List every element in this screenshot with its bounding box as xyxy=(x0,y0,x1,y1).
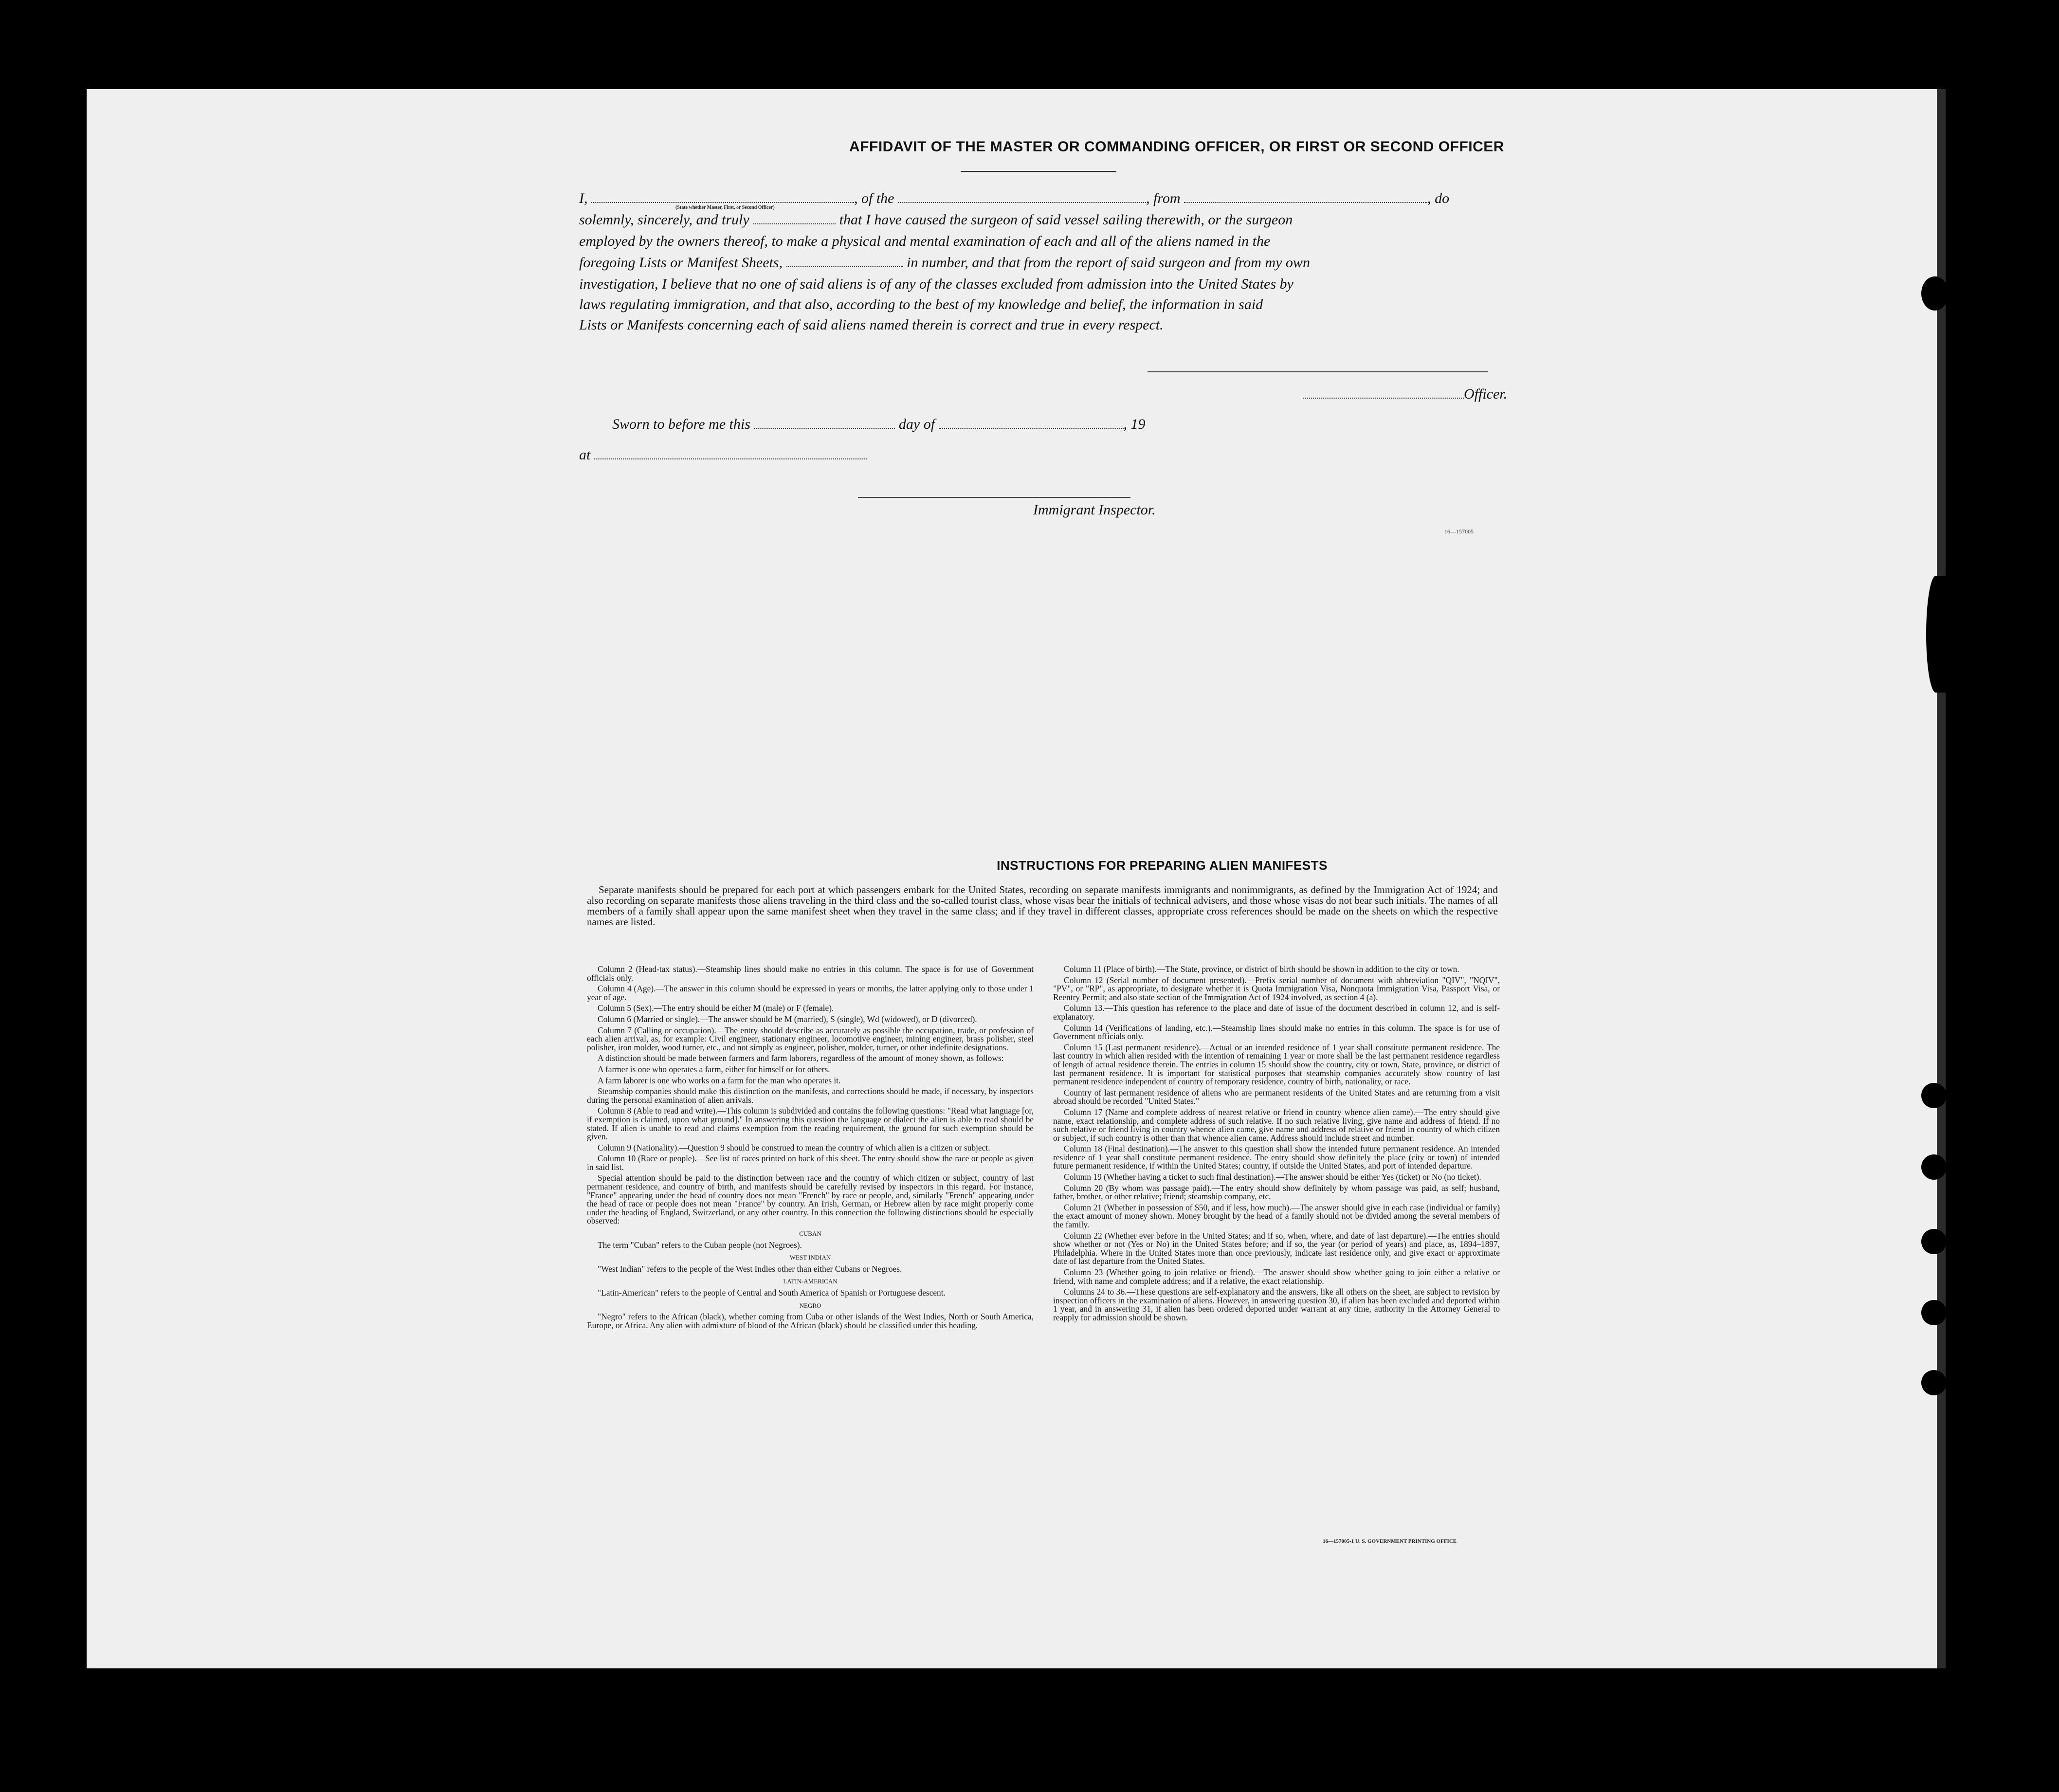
affidavit-line-4: foregoing Lists or Manifest Sheets, in number, and that from the report of said surgeon and from my own xyxy=(579,255,1310,271)
paragraph: Column 22 (Whether ever before in the United States; and if so, when, where, and date of last departure).—The entries should show whether or not (Yes or No) in the United States before; and if so, the year (or period of years) and place, as, 1894–1897, Philadelphia. Where in the United States more than once previously, indicate last residence only, and give exact or approximate date of last departure from the United States. xyxy=(1053,1230,1500,1266)
sworn-line: Sworn to before me this day of , 19 xyxy=(612,416,1146,432)
edge-tear xyxy=(1926,576,1946,693)
paragraph: Column 2 (Head-tax status).—Steamship lines should make no entries in this column. The space is for use of Government officials only. xyxy=(587,964,1034,983)
paragraph: Column 13.—This question has reference to the place and date of issue of the document described in column 12, and is self-explanatory. xyxy=(1053,1003,1500,1022)
instructions-left-column xyxy=(587,965,1034,1332)
paragraph: Column 21 (Whether in possession of $50, and if less, how much).—The answer should give in each case (individual or family) the exact amount of money shown. Money brought by the head of a family should not be divided among the several members of the family. xyxy=(1053,1202,1500,1230)
officer-signature: Officer. xyxy=(1303,386,1507,402)
paragraph: Column 14 (Verifications of landing, etc.).—Steamship lines should make no entries in this column. The space is for use of Government officials only. xyxy=(1053,1023,1500,1042)
paragraph: Column 20 (By whom was passage paid).—The entry should show definitely by whom passage was paid, as self; husband, father, brother, or other relative; friend; steamship company, etc. xyxy=(1053,1183,1500,1202)
at-line: at xyxy=(579,447,867,463)
paragraph: Column 5 (Sex).—The entry should be either M (male) or F (female). xyxy=(598,1003,834,1013)
affidavit-line-2: solemnly, sincerely, and truly that I have caused the surgeon of said vessel sailing therewith, or the surgeon xyxy=(579,212,1293,228)
officer-rank-note: (State whether Master, First, or Second Officer) xyxy=(675,205,775,210)
paragraph: Steamship companies should make this distinction on the manifests, and corrections should be made, if necessary, by inspectors during the personal examination of alien arrivals. xyxy=(587,1086,1034,1105)
paragraph: Column 15 (Last permanent residence).—Actual or an intended residence of 1 year shall constitute permanent residence. The last country in which alien resided with the intention of remaining 1 year or more shall be the last permanent residence regardless of length of actual residence therein. The entries in column 15 should show the country, city or town, State, province, or district of last permanent residence. It is important for statistical purposes that steamship companies accurately show country of last permanent residence independent of country of temporary residence, country of birth, nationality, or race. xyxy=(1053,1042,1500,1087)
heading-latin-american: LATIN-AMERICAN xyxy=(783,1278,838,1285)
instructions-title: INSTRUCTIONS FOR PREPARING ALIEN MANIFESTS xyxy=(997,858,1328,873)
paragraph: Column 4 (Age).—The answer in this column should be expressed in years or months, the latter applying only to those under 1 year of age. xyxy=(587,984,1034,1002)
manifest-back-sheet xyxy=(87,89,1946,1668)
paragraph: Columns 24 to 36.—These questions are self-explanatory and the answers, like all others on the sheet, are subject to revision by inspection officers in the examination of aliens. However, in answering question 30, if alien has been excluded and deported within 1 year, and in answering 31, if alien has been ordered deported under warrant at any time, authority in the Attorney General to reapply for admission should be shown. xyxy=(1053,1287,1500,1322)
title-rule xyxy=(961,171,1116,172)
instructions-intro: Separate manifests should be prepared for each port at which passengers embark for the United States, recording on separate manifests immigrants and nonimmigrants, as defined by the Immigration Act of 1924; and also recording on separate manifests those aliens traveling in the third class and the so-called tourist class, whose visas bear the initials of technical advisers, and those whose visas do not bear such initials. The names of all members of a family shall appear upon the same manifest sheet when they travel in the same class; and if they travel in different classes, appropriate cross references should be made on the sheets on which the respective names are listed. xyxy=(587,884,1498,928)
paragraph: Column 19 (Whether having a ticket to such final destination).—The answer should be either Yes (ticket) or No (no ticket). xyxy=(1064,1172,1481,1182)
paragraph: Column 23 (Whether going to join relative or friend).—The answer should show whether going to join either a relative or friend, with name and complete address; and if a relative, the exact relationship. xyxy=(1053,1267,1500,1286)
heading-negro: NEGRO xyxy=(799,1301,821,1309)
paragraph: A distinction should be made between farmers and farm laborers, regardless of the amount of money shown, as follows: xyxy=(598,1053,1004,1063)
punch-hole xyxy=(1921,1370,1947,1395)
paragraph: Column 12 (Serial number of document presented).—Prefix serial number of document with abbreviation "QIV", "NQIV", "PV", or "RP", as appropriate, to designate whether it is Quota Immigration Visa, Nonquota Immigration Visa, Passport Visa, or Reentry Permit; and also state section of the Immigration Act of 1924 involved, as section 4 (a). xyxy=(1053,975,1500,1002)
paragraph: Column 11 (Place of birth).—The State, province, or district of birth should be shown in addition to the city or town. xyxy=(1064,964,1459,974)
paragraph: The term "Cuban" refers to the Cuban people (not Negroes). xyxy=(598,1240,802,1250)
instructions-right-column xyxy=(1053,965,1500,1325)
form-number: 16—157005 xyxy=(1444,528,1474,535)
punch-hole xyxy=(1921,1154,1947,1180)
paragraph: Column 9 (Nationality).—Question 9 should be construed to mean the country of which alien is a citizen or subject. xyxy=(598,1142,990,1152)
paragraph: "Negro" refers to the African (black), whether coming from Cuba or other islands of the West Indies, North or South America, Europe, or Africa. Any alien with admixture of blood of the African (black) should be classified under this heading. xyxy=(587,1312,1034,1330)
immigrant-inspector-label: Immigrant Inspector. xyxy=(1033,502,1156,518)
paragraph: A farmer is one who operates a farm, either for himself or for others. xyxy=(598,1064,830,1074)
affidavit-title: AFFIDAVIT OF THE MASTER OR COMMANDING OFFICER, OR FIRST OR SECOND OFFICER xyxy=(849,139,1504,155)
paragraph: Column 17 (Name and complete address of nearest relative or friend in country whence alien came).—The entry should give name, exact relationship, and complete address of such relative. If no such relative living, give name and address of friend. If no such relative or friend living in country whence alien came, give name and address of relative or friend in country of which citizen or subject, if such country is other than that whence alien came. Address should include street and number. xyxy=(1053,1107,1500,1143)
heading-cuban: CUBAN xyxy=(799,1230,821,1238)
affidavit-line-6: laws regulating immigration, and that also, according to the best of my knowledge and belief, the information in said xyxy=(579,296,1263,312)
punch-hole xyxy=(1921,276,1949,311)
affidavit-line-7: Lists or Manifests concerning each of said aliens named therein is correct and true in every respect. xyxy=(579,317,1164,333)
inspector-signature-line xyxy=(858,497,1130,498)
paragraph: Column 7 (Calling or occupation).—The entry should describe as accurately as possible the occupation, trade, or profession of each alien arrival, as, for example: Civil engineer, stationary engineer, locomotive engineer, mining engineer, brass polisher, steel polisher, iron molder, wood turner, etc., and not simply as engineer, polisher, molder, turner, or other indefinite designations. xyxy=(587,1025,1034,1052)
affidavit-line-3: employed by the owners thereof, to make a physical and mental examination of each and all of the aliens named in the xyxy=(579,233,1271,249)
punch-hole xyxy=(1921,1083,1947,1108)
printing-office-footer: 16—157005-1 U. S. GOVERNMENT PRINTING OFFICE xyxy=(1323,1538,1457,1544)
paragraph: "West Indian" refers to the people of the West Indies other than either Cubans or Negroes. xyxy=(598,1263,902,1274)
paragraph: Special attention should be paid to the distinction between race and the country of which citizen or subject, country of last permanent residence, and country of birth, and manifests should be carefully revised by inspectors in this regard. For instance, "France" appearing under the head of country does not mean "French" by race or people, and, similarly "French" appearing under the head of race or people does not mean "France" by country. An Irish, German, or Hebrew alien by race might properly come under the heading of England, Switzerland, or any other country. In this connection the following distinctions should be especially observed: xyxy=(587,1173,1034,1226)
paragraph: Column 6 (Married or single).—The answer should be M (married), S (single), Wd (widowed), or D (divorced). xyxy=(598,1014,977,1024)
paragraph: A farm laborer is one who works on a farm for the man who operates it. xyxy=(598,1075,841,1085)
affidavit-line-5: investigation, I believe that no one of said aliens is of any of the classes excluded from admission into the United States by xyxy=(579,276,1294,292)
paragraph: Column 10 (Race or people).—See list of races printed on back of this sheet. The entry should show the race or people as given in said list. xyxy=(587,1153,1034,1172)
punch-hole xyxy=(1921,1229,1947,1254)
master-signature-line xyxy=(1148,371,1488,372)
paragraph: Column 18 (Final destination).—The answer to this question shall show the intended future permanent residence. An intended residence of 1 year shall constitute permanent residence. The entry should show definitely the place (city or town) of intended future permanent residence, if within the United States; country, if outside the United States, and port of intended departure. xyxy=(1053,1144,1500,1171)
punch-hole xyxy=(1921,1300,1947,1325)
paragraph: "Latin-American" refers to the people of Central and South America of Spanish or Portuguese descent. xyxy=(598,1288,946,1298)
heading-west-indian: WEST INDIAN xyxy=(789,1254,831,1262)
paragraph: Column 8 (Able to read and write).—This column is subdivided and contains the following questions: "Read what language [or, if exemption is claimed, upon what ground]." In answering this question the language or dialect the alien is able to read should be stated. If alien is unable to read and claims exemption from the reading requirement, the ground for such exemption should be given. xyxy=(587,1106,1034,1142)
paragraph: Country of last permanent residence of aliens who are permanent residents of the United States and are returning from a visit abroad should be recorded "United States." xyxy=(1053,1087,1500,1106)
affidavit-line-1: I, , of the , from , do xyxy=(579,190,1450,206)
